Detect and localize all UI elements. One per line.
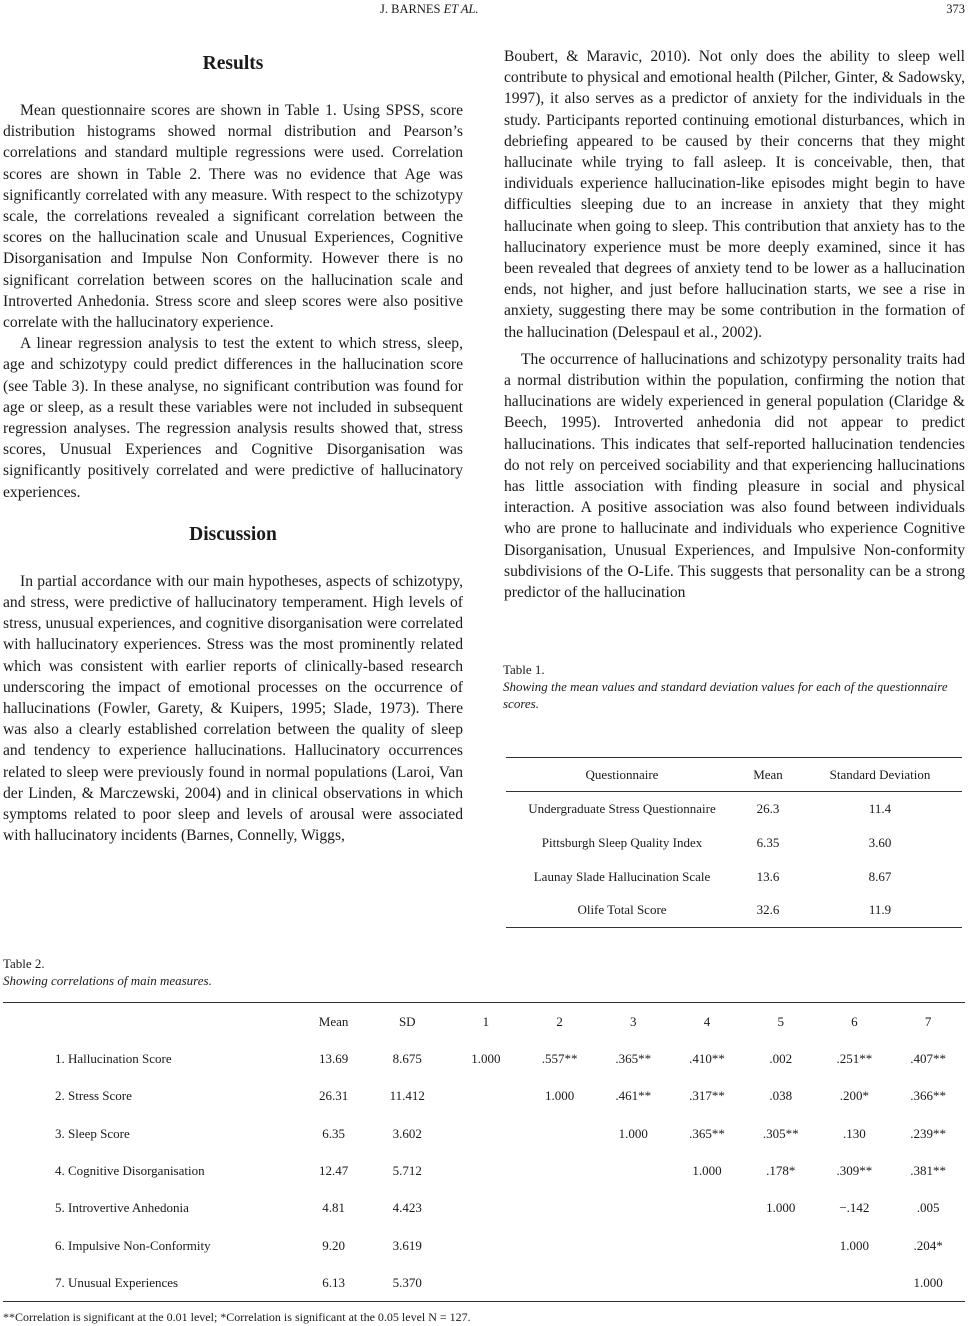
- left-column: [3, 44, 463, 847]
- table-row: [506, 860, 962, 894]
- table-cell: [449, 1264, 523, 1301]
- table-cell: [523, 1227, 597, 1264]
- results-heading: Results: [202, 53, 264, 74]
- discussion-paragraph-1: In partial accordance with our main hypotheses, aspects of schizotypy, and stress, were predictive of hallucinatory temperament. High levels of stress, unusual experiences, and cognitive disorganisation were correlated with hallucinatory experiences. Stress was the most prominently related which was consistent with earlier reports of clinically-based research underscoring the impact of emotional processes on the occurrence of hallucinations (Fowler, Garety, & Kuipers, 1995; Slade, 1973). There was also a clearly established correlation between the quality of sleep and tendency to experience hallucinations. Hallucinatory occurrences related to sleep were previously found in normal populations (Laroi, Van der Linden, & Marczewski, 2004) and in clinical observations in which symptoms related to poor sleep and levels of arousal were associated with hallucinatory incidents (Barnes, Connelly, Wiggs,: [3, 572, 464, 845]
- table-cell: .130: [843, 1125, 866, 1141]
- table-cell: 13.6: [756, 868, 780, 884]
- table-header-cell: SD: [365, 1003, 449, 1041]
- results-paragraph-2: A linear regression analysis to test the extent to which stress, sleep, age and schizotypy could predict differences in the hallucination score (see Table 3). In these analyse, no significant contribution was found for age or sleep, as a result these variables were not included in subsequent regression analyses. The regression analysis results showed that, stress scores, Unusual Experiences and Cognitive Disorganisation was significantly positively correlated and were predictive of hallucinatory experiences.: [3, 335, 463, 501]
- table-cell: 5.370: [365, 1264, 449, 1301]
- table-row: [3, 1041, 965, 1078]
- table-header-cell: Standard Deviation: [798, 758, 962, 792]
- table-cell: [744, 1264, 818, 1301]
- table-row: [3, 1078, 965, 1115]
- table-cell: [744, 1227, 818, 1264]
- table-cell: 11.4: [868, 800, 892, 816]
- table-cell: .365**: [615, 1051, 652, 1067]
- table-cell: .178*: [766, 1163, 796, 1179]
- table-header-cell: 4: [670, 1003, 744, 1041]
- table-cell: 6.35: [322, 1125, 345, 1141]
- table-cell: 12.47: [318, 1163, 349, 1179]
- table-header-cell: 1: [449, 1003, 523, 1041]
- row-label: 4. Cognitive Disorganisation: [55, 1163, 205, 1179]
- row-label: 3. Sleep Score: [55, 1125, 130, 1141]
- table-2-label: Table 2.: [3, 956, 45, 971]
- table-cell: 8.67: [868, 868, 892, 884]
- table-cell: .365**: [689, 1125, 725, 1141]
- table-1-caption: Showing the mean values and standard deviation values for each of the questionnaire scores.: [503, 679, 948, 711]
- row-label: 5. Introvertive Anhedonia: [55, 1200, 189, 1216]
- table-cell: [670, 1264, 744, 1301]
- table-cell: 1.000: [544, 1088, 575, 1104]
- table-cell: [523, 1190, 597, 1227]
- table-2-caption: Showing correlations of main measures.: [3, 973, 212, 988]
- table-cell: 9.20: [322, 1237, 345, 1253]
- table-cell: 26.31: [318, 1088, 349, 1104]
- table-cell: .200*: [839, 1088, 870, 1104]
- table-header-row: [506, 758, 962, 792]
- table-row: [3, 1115, 965, 1152]
- table-cell: .251**: [836, 1051, 873, 1067]
- table-cell: 6.13: [302, 1264, 366, 1301]
- table-cell: −.142: [839, 1200, 870, 1216]
- table-cell: [523, 1152, 597, 1189]
- table-cell: .239**: [910, 1125, 946, 1141]
- row-label: 2. Stress Score: [55, 1088, 132, 1104]
- table-cell: .317**: [689, 1088, 725, 1104]
- table-cell: .557**: [541, 1051, 578, 1067]
- table-cell: 3.602: [392, 1125, 422, 1141]
- table-cell: 11.412: [389, 1088, 425, 1104]
- table-cell: 3.619: [392, 1237, 422, 1253]
- row-label: 7. Unusual Experiences: [3, 1264, 302, 1301]
- table-row: [3, 1190, 965, 1227]
- table-cell: 1.000: [471, 1051, 501, 1067]
- right-paragraph-1: Boubert, & Maravic, 2010). Not only does the ability to sleep well contribute to physical and emotional health (Pilcher, Ginter, & Sadowsky, 1997), it also serves as a predictor of anxiety for the individuals in the study. Participants reported continuing emotional disturbances, which in debriefing appeared to be caused by their concerns that they might hallucinate while trying to fall asleep. It is conceivable, then, that individuals experience hallucination-like episodes might begin to have difficulties sleeping due to an increase in anxiety that they might hallucinate when going to sleep. This contribution that anxiety has to the hallucinatory experience must be more deeply examined, since it has been revealed that degrees of anxiety tend to be lower as a hallucination ends, not higher, and just before hallucination starts, we see a rise in anxiety, suggesting there may be some contribution in the formation of the hallucination (Delespaul et al., 2002).: [504, 48, 965, 341]
- table-header-cell: Mean: [302, 1003, 366, 1041]
- table-cell: 4.423: [392, 1200, 422, 1216]
- table-header-row: [3, 1003, 965, 1041]
- results-paragraph-1: Mean questionnaire scores are shown in Table 1. Using SPSS, score distribution histograms showed normal distribution and Pearson’s correlations and standard multiple regressions were used. Correlation scores are shown in Table 2. There was no evidence that Age was significantly correlated with any measure. With respect to the schizotypy scale, the correlations revealed a significant correlation between the scores on the hallucination scale and Unusual Experiences, Cognitive Disorganisation and Impulse Non Conformity. However there is no significant correlation between scores on the hallucination scale and Introverted Anhedonia. Stress score and sleep scores were also positive correlate with the hallucinatory experience.: [3, 102, 463, 332]
- table-cell: 5.712: [392, 1163, 422, 1179]
- table-cell: [670, 1227, 744, 1264]
- table-cell: 1.000: [692, 1163, 722, 1179]
- table-cell: [449, 1190, 523, 1227]
- table-cell: Olife Total Score: [506, 894, 738, 928]
- right-column: [504, 46, 965, 603]
- table-cell: .461**: [615, 1088, 652, 1104]
- table-cell: [596, 1227, 670, 1264]
- table-header-cell: 6: [818, 1003, 892, 1041]
- table-2-caption-block: [3, 955, 503, 989]
- table-cell: .381**: [910, 1163, 946, 1179]
- table-cell: .204*: [913, 1237, 943, 1253]
- table-header-cell: Questionnaire: [506, 758, 738, 792]
- table-1: [506, 757, 962, 928]
- table-cell: 13.69: [318, 1051, 349, 1067]
- table-cell: 6.35: [756, 834, 780, 850]
- page-number: 373: [946, 2, 965, 16]
- table-row: [3, 1227, 965, 1264]
- table-cell: 4.81: [322, 1200, 345, 1216]
- table-cell: .305**: [762, 1125, 799, 1141]
- table-header-cell: 2: [523, 1003, 597, 1041]
- table-row: [506, 826, 962, 860]
- table-cell: Undergraduate Stress Questionnaire: [528, 800, 716, 816]
- table-header-cell: 5: [744, 1003, 818, 1041]
- table-2: [3, 1002, 965, 1302]
- table-cell: [818, 1264, 892, 1301]
- table-cell: .005: [916, 1200, 940, 1216]
- table-cell: [449, 1227, 523, 1264]
- table-cell: 1.000: [766, 1200, 796, 1216]
- table-cell: [596, 1152, 670, 1189]
- table-cell: .038: [769, 1088, 793, 1104]
- table-header-cell: 3: [596, 1003, 670, 1041]
- table-cell: [449, 1115, 523, 1152]
- table-cell: [523, 1115, 597, 1152]
- table-header-cell: Mean: [738, 758, 798, 792]
- table-row: [3, 1264, 965, 1301]
- table-cell: [449, 1078, 523, 1115]
- table-cell: 1.000: [618, 1125, 648, 1141]
- table-1-block: [503, 661, 965, 712]
- table-header-cell: [3, 1003, 302, 1041]
- table-row: [506, 792, 962, 826]
- table-cell: .410**: [689, 1051, 725, 1067]
- table-1-label: Table 1.: [503, 662, 545, 677]
- table-cell: Launay Slade Hallucination Scale: [533, 868, 711, 884]
- table-cell: [523, 1264, 597, 1301]
- table-cell: 8.675: [392, 1051, 422, 1067]
- table-cell: .407**: [910, 1051, 946, 1067]
- table-cell: [596, 1264, 670, 1301]
- table-header-cell: 7: [891, 1003, 965, 1041]
- table-row: [506, 894, 962, 928]
- discussion-heading: Discussion: [189, 523, 277, 545]
- table-cell: 11.9: [798, 894, 962, 928]
- table-cell: Pittsburgh Sleep Quality Index: [541, 834, 703, 850]
- running-head: [0, 2, 968, 20]
- row-label: 6. Impulsive Non-Conformity: [55, 1237, 211, 1253]
- table-cell: .309**: [836, 1163, 873, 1179]
- table-row: [3, 1152, 965, 1189]
- row-label: 1. Hallucination Score: [55, 1051, 172, 1067]
- table-cell: [596, 1190, 670, 1227]
- table-cell: [670, 1190, 744, 1227]
- table-cell: 1.000: [891, 1264, 965, 1301]
- table-cell: 26.3: [756, 800, 780, 816]
- table-2-footnote: **Correlation is significant at the 0.01 level; *Correlation is significant at the 0.05 level N = 127.: [3, 1310, 471, 1324]
- table-cell: .002: [769, 1051, 793, 1067]
- table-cell: 1.000: [839, 1237, 870, 1253]
- right-paragraph-2: The occurrence of hallucinations and schizotypy personality traits had a normal distribution within the population, confirming the notion that hallucinations are widely experienced in general population (Claridge & Beech, 1995). Introverted anhedonia did not appear to predict hallucinations. This indicates that self-reported hallucination tendencies do not rely on perceived sociability and that experiencing hallucinations has little association with finding pleasure in social and physical interaction. A positive association was also found between individuals who are prone to hallucinate and individuals who experience Cognitive Disorganisation, Unusual Experiences, and Impulsive Non-conformity subdivisions of the O-Life. This suggests that personality can be a strong predictor of the hallucination: [504, 350, 965, 602]
- table-cell: 3.60: [868, 834, 892, 850]
- table-cell: [449, 1152, 523, 1189]
- table-cell: 32.6: [738, 894, 798, 928]
- running-head-author: J. BARNES ET AL.: [380, 2, 479, 16]
- table-cell: .366**: [910, 1088, 946, 1104]
